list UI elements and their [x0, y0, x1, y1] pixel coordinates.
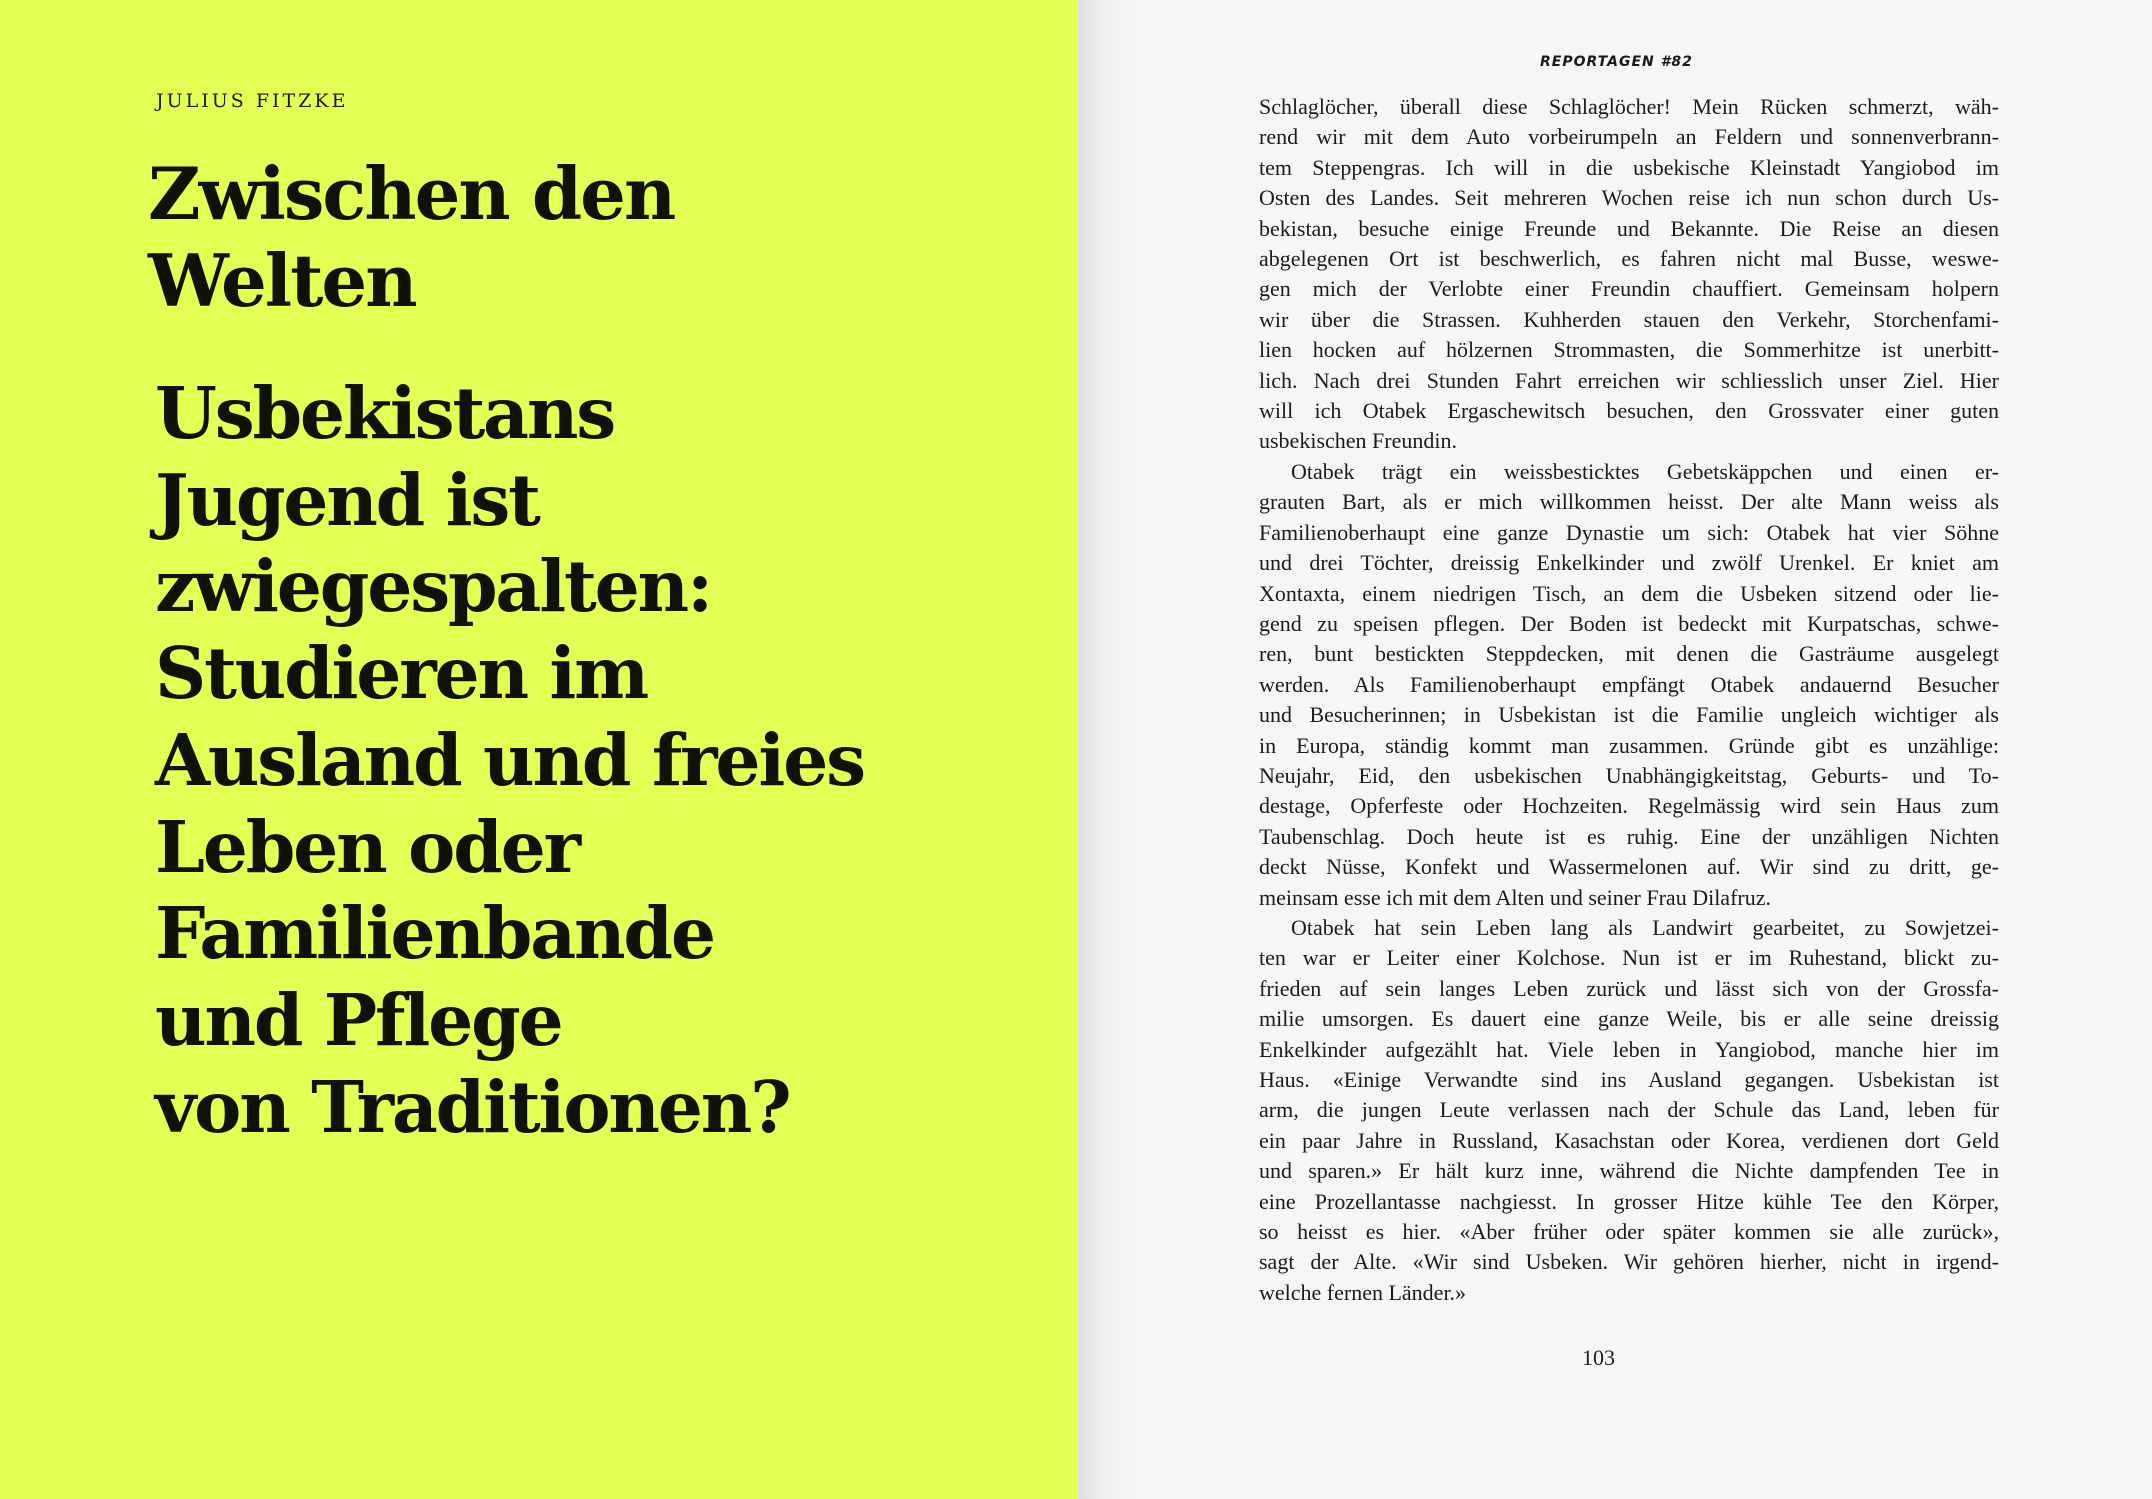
body-line: grauten Bart, als er mich willkommen heisst. Der alte Mann weiss als: [1259, 489, 1999, 515]
body-line: abgelegenen Ort ist beschwerlich, es fahren nicht mal Busse, weswe-: [1259, 246, 1999, 272]
body-line: sagt der Alte. «Wir sind Usbeken. Wir gehören hierher, nicht in irgend-: [1259, 1249, 1999, 1275]
body-line: und sparen.» Er hält kurz inne, während die Nichte dampfenden Tee in: [1259, 1158, 1999, 1184]
body-line: gen mich der Verlobte einer Freundin chauffiert. Gemeinsam holpern: [1259, 276, 1999, 302]
body-line: Haus. «Einige Verwandte sind ins Ausland gegangen. Usbekistan ist: [1259, 1067, 1999, 1092]
body-line: Xontaxta, einem niedrigen Tisch, an dem die Usbeken sitzend oder lie-: [1259, 580, 1999, 606]
article-body: [1259, 92, 1999, 1308]
body-line: in Europa, ständig kommt man zusammen. Gründe gibt es unzählige:: [1259, 732, 1999, 758]
body-line: will ich Otabek Ergaschewitsch besuchen, den Grossvater einer guten: [1259, 398, 1999, 424]
body-line: lich. Nach drei Stunden Fahrt erreichen wir schliesslich unser Ziel. Hier: [1259, 367, 1999, 393]
body-line: und Besucherinnen; in Usbekistan ist die Familie ungleich wichtiger als: [1259, 702, 1999, 728]
body-line: Osten des Landes. Seit mehreren Wochen reise ich nun schon durch Us-: [1259, 185, 1999, 211]
article-subtitle: Usbekistans Jugend ist zwiegespalten: Studieren im Ausland und freies Leben oder Familienbande und Pflege von Traditionen?: [155, 371, 864, 1149]
author-name: JULIUS FITZKE: [156, 90, 349, 112]
body-line: Enkelkinder aufgezählt hat. Viele leben in Yangiobod, manche hier im: [1259, 1036, 1999, 1062]
body-line: usbekischen Freundin.: [1259, 428, 1457, 454]
body-line: Schlaglöcher, überall diese Schlaglöcher! Mein Rücken schmerzt, wäh-: [1259, 94, 1999, 119]
body-line: rend wir mit dem Auto vorbeirumpeln an Feldern und sonnenverbrann-: [1259, 124, 1999, 150]
body-line: bekistan, besuche einige Freunde und Bekannte. Die Reise an diesen: [1259, 215, 1999, 241]
body-line: gend zu speisen pflegen. Der Boden ist bedeckt mit Kurpatschas, schwe-: [1259, 610, 1999, 636]
body-line: so heisst es hier. «Aber früher oder später kommen sie alle zurück»,: [1259, 1219, 1999, 1245]
body-line: und drei Töchter, dreissig Enkelkinder und zwölf Urenkel. Er kniet am: [1259, 550, 1999, 576]
body-line: destage, Opferfeste oder Hochzeiten. Regelmässig wird sein Haus zum: [1259, 793, 1999, 819]
body-line: Otabek trägt ein weissbesticktes Gebetskäppchen und einen er-: [1291, 458, 1999, 484]
body-line: Taubenschlag. Doch heute ist es ruhig. Eine der unzähligen Nichten: [1259, 823, 1999, 849]
body-line: Familienoberhaupt eine ganze Dynastie um sich: Otabek hat vier Söhne: [1259, 519, 1999, 545]
body-line: Otabek hat sein Leben lang als Landwirt gearbeitet, zu Sowjetzei-: [1291, 914, 1999, 940]
body-line: lien hocken auf hölzernen Strommasten, die Sommerhitze ist unerbitt-: [1259, 337, 1999, 363]
body-line: arm, die jungen Leute verlassen nach der Schule das Land, leben für: [1259, 1097, 1999, 1123]
body-line: werden. Als Familienoberhaupt empfängt Otabek andauernd Besucher: [1259, 671, 1999, 697]
body-line: eine Prozellantasse nachgiesst. In grosser Hitze kühle Tee den Körper,: [1259, 1188, 1999, 1214]
body-line: deckt Nüsse, Konfekt und Wassermelonen auf. Wir sind zu dritt, ge-: [1259, 854, 1999, 880]
article-title: Zwischen den Welten: [148, 151, 675, 323]
body-line: tem Steppengras. Ich will in die usbekische Kleinstadt Yangiobod im: [1259, 154, 1999, 180]
body-line: ten war er Leiter einer Kolchose. Nun ist er im Ruhestand, blickt zu-: [1259, 945, 1999, 971]
body-line: ren, bunt bestickten Steppdecken, mit denen die Gasträume ausgelegt: [1259, 641, 1999, 667]
running-head: REPORTAGEN #82: [1540, 54, 1693, 70]
body-line: Neujahr, Eid, den usbekischen Unabhängigkeitstag, Geburts- und To-: [1259, 762, 1999, 788]
body-line: frieden auf sein langes Leben zurück und lässt sich von der Grossfa-: [1259, 975, 1999, 1001]
body-line: welche fernen Länder.»: [1259, 1279, 1467, 1305]
body-line: meinsam esse ich mit dem Alten und seiner Frau Dilafruz.: [1259, 884, 1771, 910]
body-line: wir über die Strassen. Kuhherden stauen den Verkehr, Storchenfami-: [1259, 306, 1999, 332]
body-line: milie umsorgen. Es dauert eine ganze Weile, bis er alle seine dreissig: [1259, 1006, 1999, 1032]
page-number: 103: [1582, 1345, 1615, 1370]
body-line: ein paar Jahre in Russland, Kasachstan oder Korea, verdienen dort Geld: [1259, 1127, 1999, 1153]
